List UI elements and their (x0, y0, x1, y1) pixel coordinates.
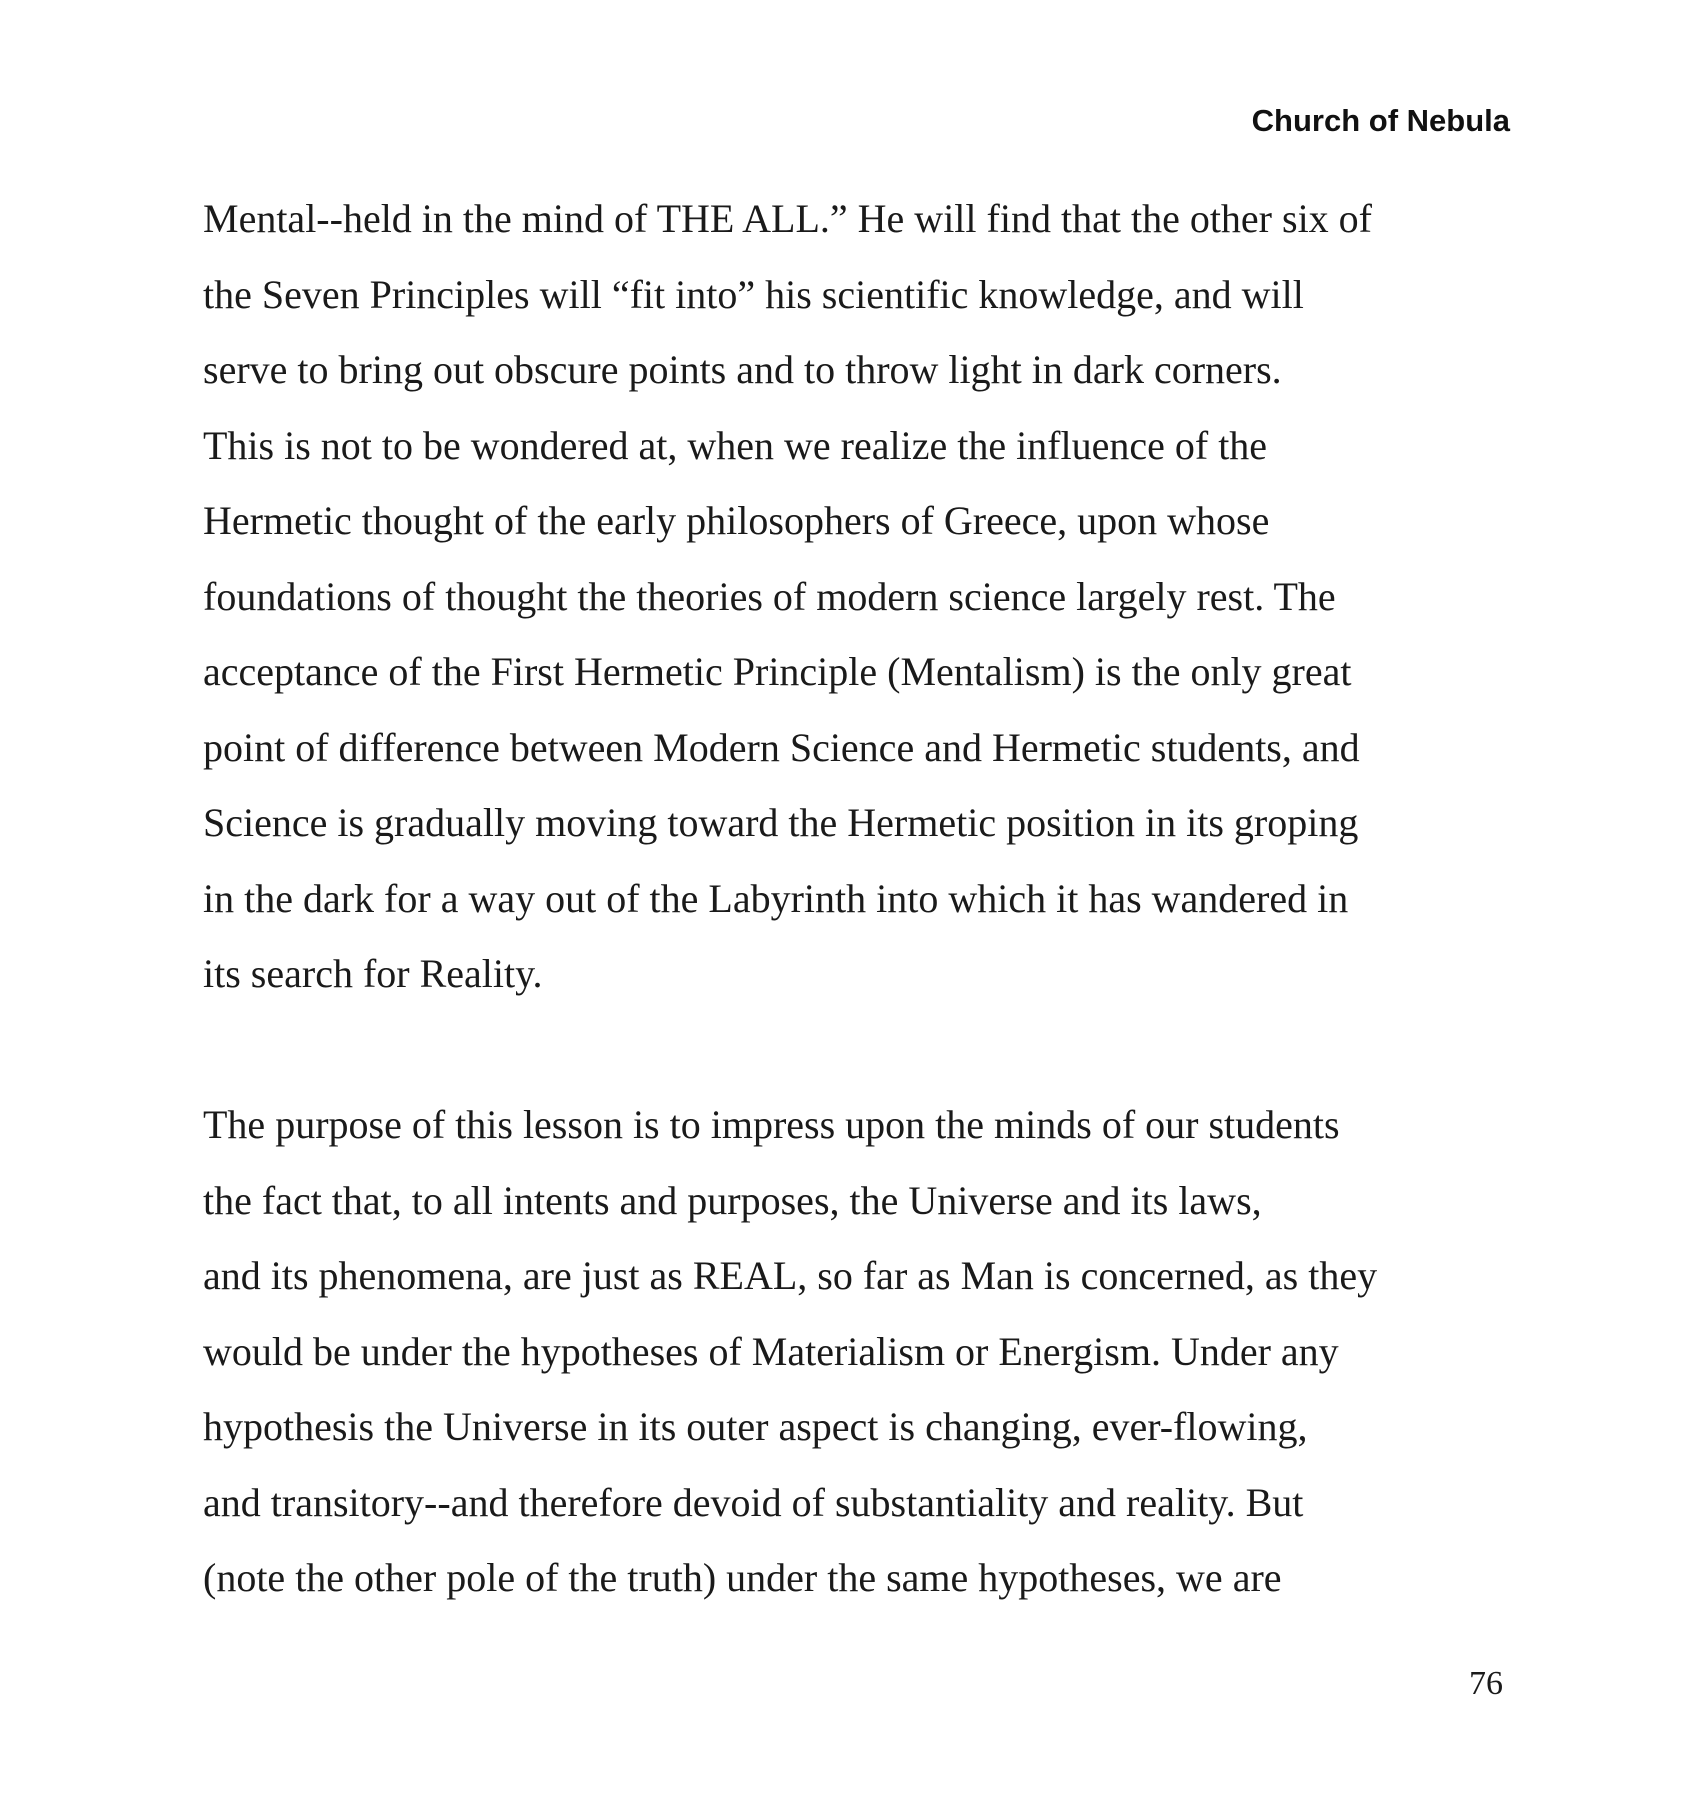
text-line: would be under the hypotheses of Materialism or Energism. Under any (203, 1328, 1339, 1374)
text-line: its search for Reality. (203, 951, 543, 996)
text-line: (note the other pole of the truth) under the same hypotheses, we are (203, 1555, 1282, 1600)
paragraph-2 (203, 1100, 1533, 1629)
text-line: serve to bring out obscure points and to throw light in dark corners. (203, 347, 1282, 392)
running-header: Church of Nebula (1251, 103, 1510, 138)
body-text (203, 194, 1533, 1629)
text-line: acceptance of the First Hermetic Principle (Mentalism) is the only great (203, 649, 1352, 694)
text-line: Mental--held in the mind of THE ALL.” He will find that the other six of (203, 196, 1373, 241)
text-line: the Seven Principles will “fit into” his scientific knowledge, and will (203, 271, 1304, 317)
page-number: 76 (1469, 1665, 1503, 1702)
text-line: and its phenomena, are just as REAL, so far as Man is concerned, as they (203, 1253, 1378, 1298)
text-line: Science is gradually moving toward the Hermetic position in its groping (203, 800, 1359, 845)
text-line: This is not to be wondered at, when we realize the influence of the (203, 422, 1268, 468)
text-line: in the dark for a way out of the Labyrinth into which it has wandered in (203, 875, 1349, 921)
text-line: foundations of thought the theories of modern science largely rest. The (203, 573, 1336, 619)
paragraph-1 (203, 194, 1533, 1025)
paragraph-gap (203, 1025, 1533, 1101)
text-line: The purpose of this lesson is to impress upon the minds of our students (203, 1102, 1340, 1147)
text-line: point of difference between Modern Science and Hermetic students, and (203, 724, 1360, 770)
text-line: the fact that, to all intents and purposes, the Universe and its laws, (203, 1177, 1262, 1223)
text-line: and transitory--and therefore devoid of substantiality and reality. But (203, 1479, 1304, 1525)
text-line: hypothesis the Universe in its outer aspect is changing, ever-flowing, (203, 1404, 1308, 1449)
text-line: Hermetic thought of the early philosophers of Greece, upon whose (203, 498, 1270, 543)
